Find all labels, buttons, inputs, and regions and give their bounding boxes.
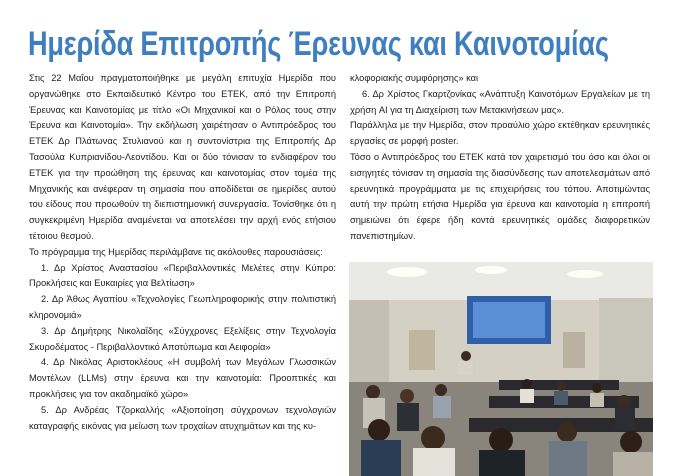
speaker-head	[461, 351, 471, 361]
program-item-1: 1. Δρ Χρίστος Αναστασίου «Περιβαλλοντικές Μελέτες στην Κύπρο: Προκλήσεις και Ευκαιρίες για Βελτίωση»	[29, 262, 336, 289]
program-item-4: 4. Δρ Νικόλας Αριστοκλέους «Η συμβολή των Μεγάλων Γλωσσικών Μοντέλων (LLMs) στην έρευνα και την καινοτομία: Προοπτικές και προκλήσεις για τον ακαδημαϊκό χώρο»	[29, 357, 336, 399]
wall-panel	[409, 330, 435, 370]
program-item-3: 3. Δρ Δημήτρης Νικολαΐδης «Σύγχρονες Εξελίξεις στην Τεχνολογία Σκυροδέματος - Περιβαλλοντικό Αποτύπωμα και Αειφορία»	[29, 325, 336, 352]
closing-paragraph: Τόσο ο Αντιπρόεδρος του ΕΤΕΚ κατά τον χαιρετισμό του όσο και όλοι οι εισηγητές τόνισαν τη σημασία της διασύνδεσης των αποτελεσμάτων από ερευνητικά προγράμματα με τις επιχειρήσεις του τόπου. Αποτιμώντας αυτή την πρώτη ετήσια Ημερίδα για έρευνα και καινοτομία η επιτροπή σημειώνει ότι έφερε ήδη κοντά ερευνητικές ομάδες διαφορετικών πανεπιστημίων.	[350, 151, 650, 241]
speaker-body	[459, 361, 473, 375]
article-title: Ημερίδα Επιτροπής Έρευνας και Καινοτομίας	[28, 25, 609, 63]
projected-slide	[473, 302, 545, 338]
program-item-6: 6. Δρ Χρίστος Γκαρτζονίκας «Ανάπτυξη Καινοτόμων Εργαλείων με τη χρήση AI για τη Διαχείριση των Μετακινήσεων μας».	[350, 88, 650, 115]
left-column	[29, 71, 336, 434]
wall-panel	[563, 332, 585, 368]
program-item-2: 2. Δρ Άθως Αγαπίου «Τεχνολογίες Γεωπληροφορικής στην πολιτιστική κληρονομιά»	[29, 294, 336, 320]
ceiling-light-icon	[475, 266, 507, 274]
event-photo	[349, 262, 653, 476]
posters-paragraph: Παράλληλα με την Ημερίδα, στον προαύλιο χώρο εκτέθηκαν ερευνητικές εργασίες σε μορφή poster.	[350, 120, 650, 147]
ceiling-light-icon	[387, 267, 427, 277]
program-item-5: 5. Δρ Ανδρέας Τζορκαλλής «Αξιοποίηση σύγχρονων τεχνολογιών καταγραφής εικόνας για μείωση των τροχαίων ατυχημάτων και της κυ-	[29, 404, 336, 431]
ceiling-light-icon	[567, 270, 603, 278]
item-5-continuation: κλοφοριακής συμφόρησης» και	[350, 73, 479, 83]
intro-paragraph: Στις 22 Μαΐου πραγματοποιήθηκε με μεγάλη επιτυχία Ημερίδα που οργανώθηκε στο Εκπαιδευτικό Κέντρο του ΕΤΕΚ, από την Επιτροπή Έρευνας και Καινοτομίας με τίτλο «Οι Μηχανικοί και ο Ρόλος τους στην Έρευνα και Καινοτομία». Την εκδήλωση χαιρέτησαν ο Αντιπρόεδρος του ΕΤΕΚ Δρ Πλάτωνας Στυλιανού και η συντονίστρια της Επιτροπής Δρ Τασούλα Κυπριανίδου-Λεοντίδου. Και οι δύο τόνισαν το ενδιαφέρον του ΕΤΕΚ για την προώθηση της έρευνας και καινοτομίας στον τομέα της Μηχανικής και ανέφεραν τη σημασία που αποδίδεται σε ημερίδες αυτού του είδους που προωθούν τη διεπιστημονική συνεργασία. Τονίσθηκε ότι η συγκεκριμένη Ημερίδα αναμένεται να αποτελέσει την αρχή ενός ετήσιου τέτοιου θεσμού.	[29, 73, 336, 241]
program-intro: Το πρόγραμμα της Ημερίδας περιλάμβανε τις ακόλουθες παρουσιάσεις:	[29, 246, 323, 257]
right-column	[350, 71, 650, 245]
